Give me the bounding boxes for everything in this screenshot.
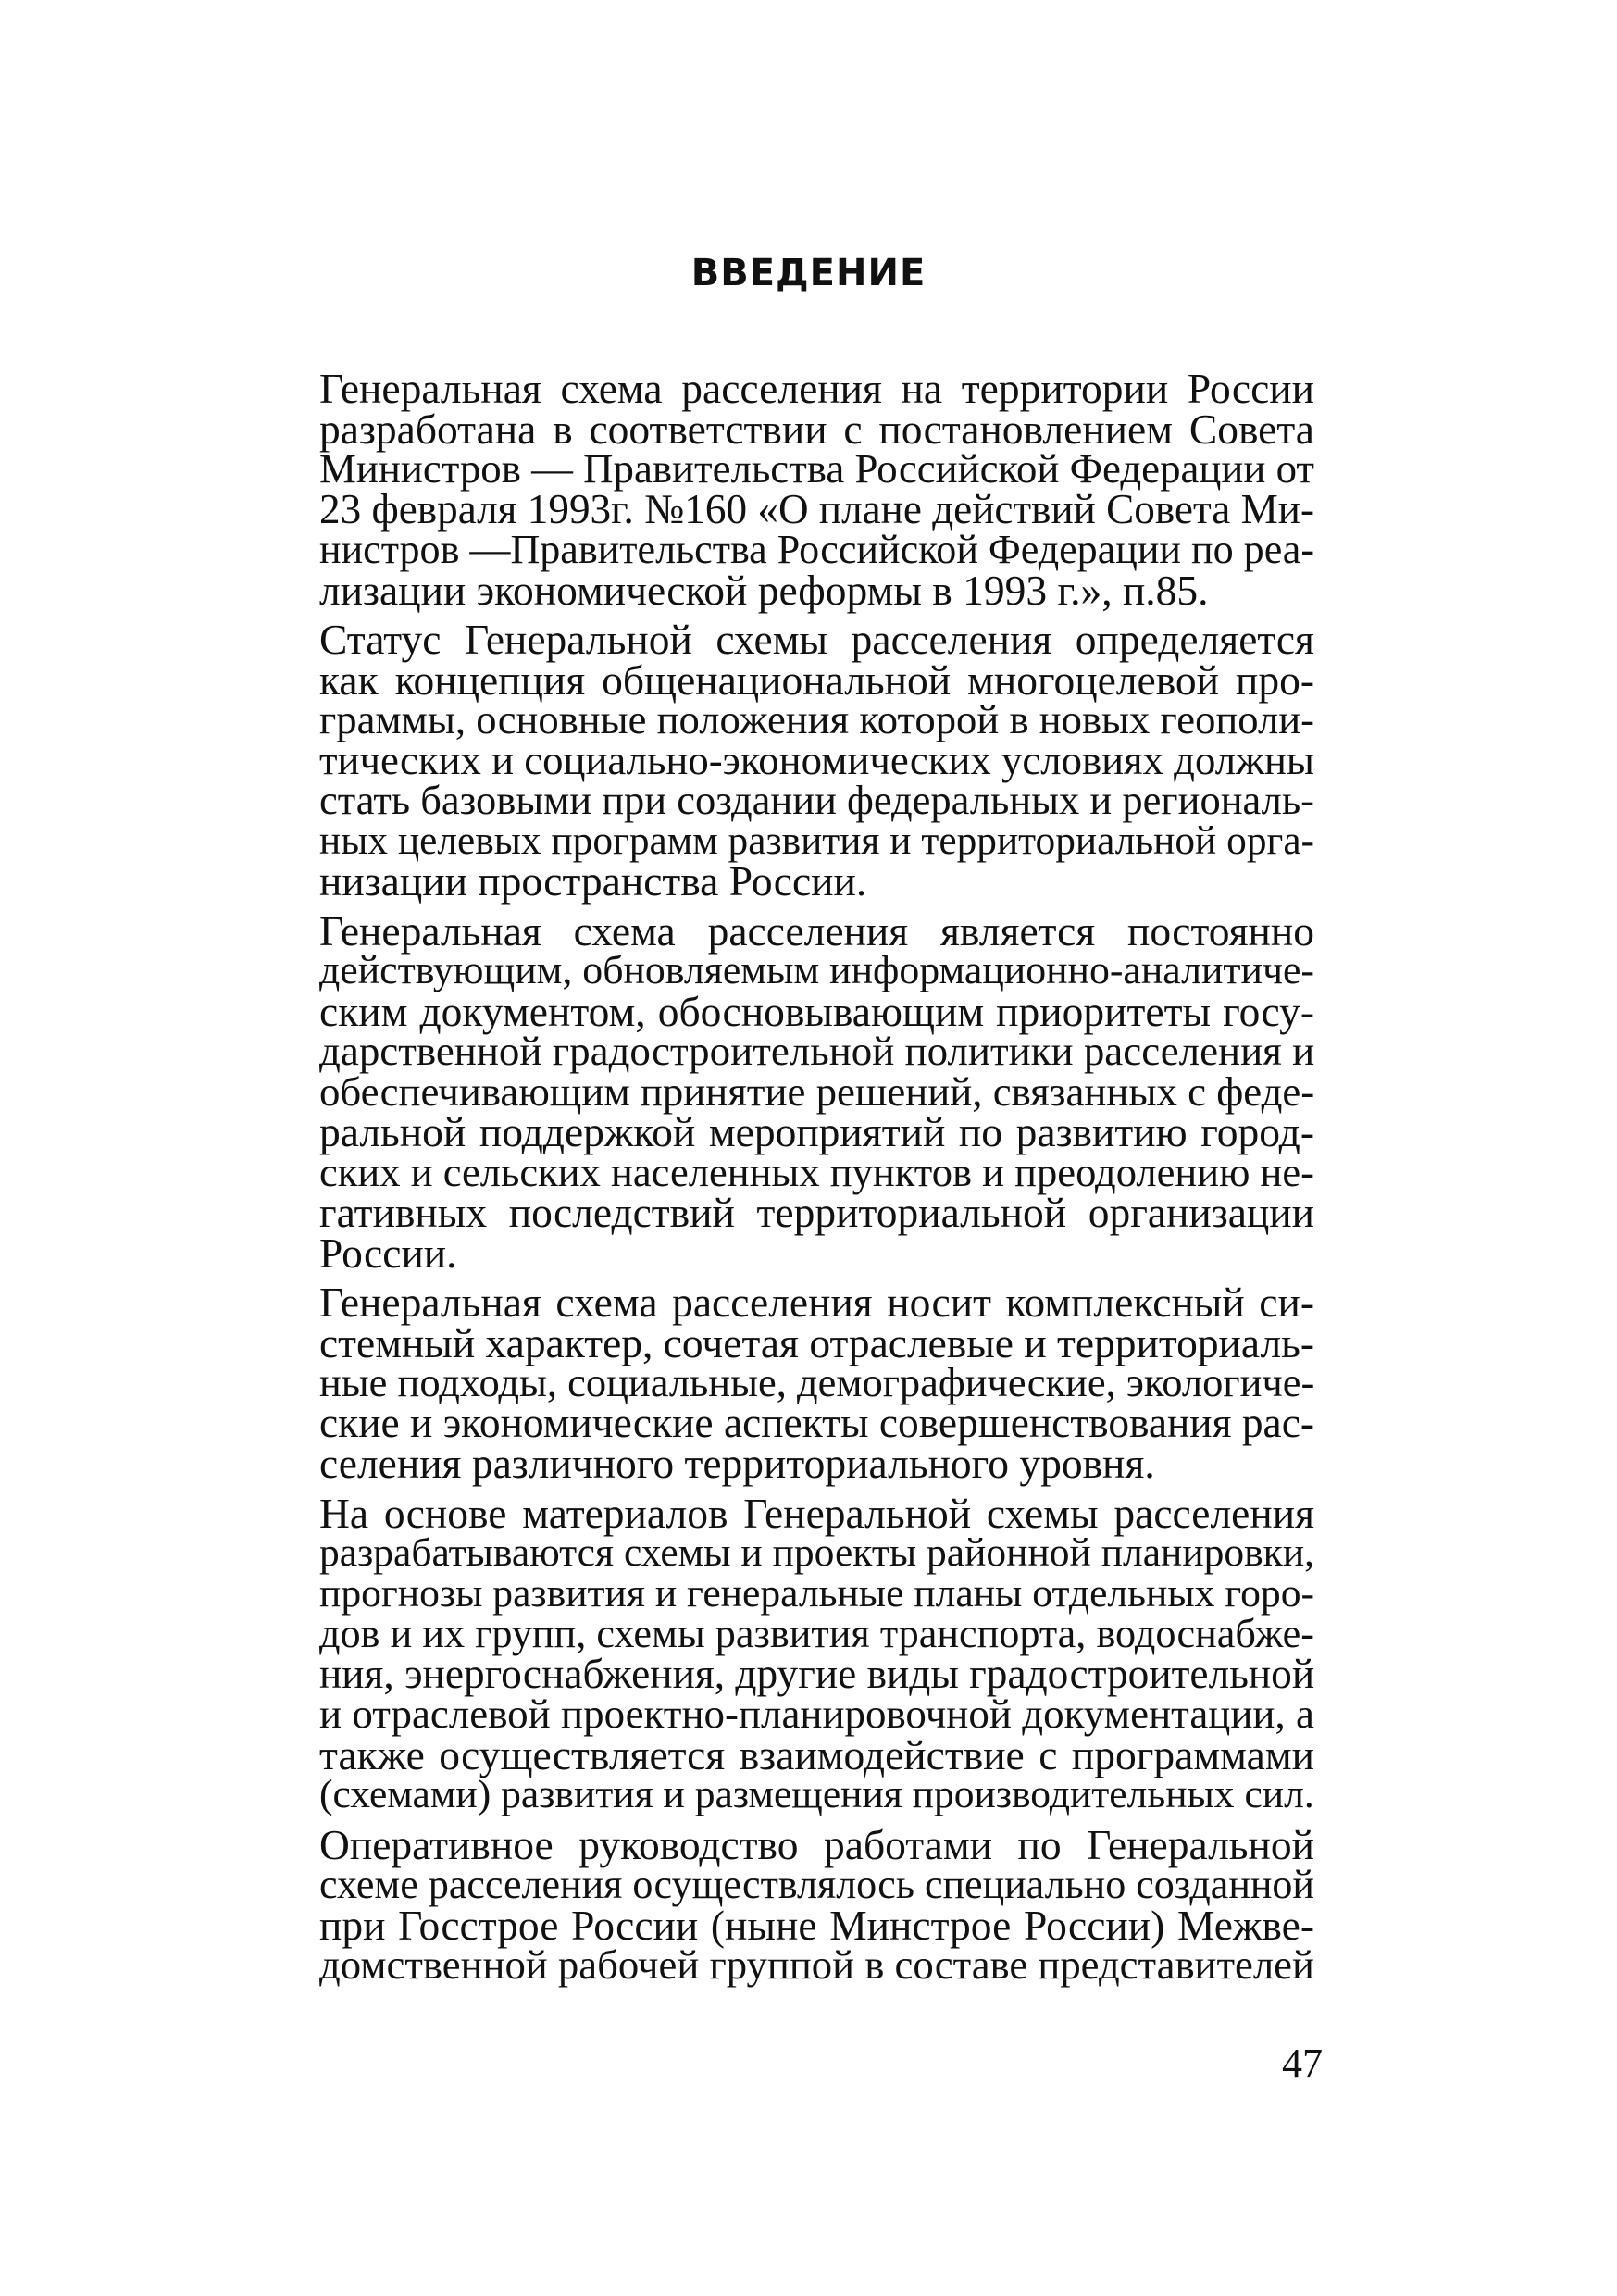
text-line: лизации экономической реформы в 1993 г.», п.85. xyxy=(319,566,1209,614)
paragraph xyxy=(319,906,1315,1277)
text-line: ных целевых программ развития и территориальной орга- xyxy=(319,817,1314,863)
text-line: прогнозы развития и генеральные планы отдельных горо- xyxy=(319,1570,1314,1616)
text-line: Оперативное руководство работами по Генеральной xyxy=(319,1820,1314,1868)
text-line: тических и социально-экономических условиях должны xyxy=(319,736,1314,783)
page-number: 47 xyxy=(1282,2040,1323,2086)
paragraph xyxy=(319,1820,1314,1988)
body-text xyxy=(319,365,1315,1995)
text-line: Статус Генеральной схемы расселения определяется xyxy=(319,616,1314,663)
text-line: стемный характер, сочетая отраслевые и территориаль- xyxy=(319,1318,1315,1366)
text-line: России. xyxy=(319,1229,457,1277)
text-line: разработана в соответствии с постановлением Совета xyxy=(319,405,1314,453)
text-line: ральной поддержкой мероприятий по развитию город- xyxy=(319,1108,1314,1155)
text-line: домственной рабочей группой в составе представителей xyxy=(319,1941,1314,1988)
text-line: На основе материалов Генеральной схемы расселения xyxy=(319,1489,1314,1537)
text-line: дов и их групп, схемы развития транспорта, водоснабже- xyxy=(319,1611,1314,1656)
text-line: (схемами) развития и размещения производительных сил. xyxy=(319,1772,1314,1816)
page-title: ВВЕДЕНИЕ xyxy=(690,252,927,294)
text-line: селения различного территориального уровня. xyxy=(319,1440,1155,1487)
text-line: схеме расселения осуществлялось специально созданной xyxy=(319,1862,1314,1907)
text-line: Министров — Правительства Российской Федерации от xyxy=(319,445,1314,492)
text-line: при Госстрое России (ныне Минстрое России) Межве- xyxy=(319,1901,1314,1949)
text-line: действующим, обновляемым информационно-аналитиче- xyxy=(319,948,1314,992)
text-line: также осуществляется взаимодействие с программами xyxy=(319,1730,1314,1778)
paragraph xyxy=(319,1279,1315,1487)
text-line: дарственной градостроительной политики расселения и xyxy=(319,1028,1315,1074)
text-line: гативных последствий территориальной организации xyxy=(319,1189,1314,1236)
text-line: ским документом, обосновывающим приоритеты госу- xyxy=(319,987,1314,1035)
text-line: ния, энергоснабжения, другие виды градостроительной xyxy=(319,1650,1315,1697)
text-line: Генеральная схема расселения носит комплексный си- xyxy=(319,1279,1314,1326)
text-line: ные подходы, социальные, демографические, экологиче- xyxy=(319,1359,1315,1405)
text-line: 23 февраля 1993г. №160 «О плане действий Совета Ми- xyxy=(319,485,1314,532)
text-line: граммы, основные положения которой в новых геополи- xyxy=(319,696,1314,742)
text-line: и отраслевой проектно-планировочной документации, а xyxy=(319,1691,1314,1737)
text-line: Генеральная схема расселения является постоянно xyxy=(319,906,1314,955)
paragraph xyxy=(319,1489,1315,1816)
text-line: обеспечивающим принятие решений, связанных с феде- xyxy=(319,1067,1315,1115)
text-line: низации пространства России. xyxy=(319,857,867,905)
text-line: ских и сельских населенных пунктов и преодолению не- xyxy=(319,1148,1314,1195)
text-line: стать базовыми при создании федеральных и региональ- xyxy=(319,777,1314,823)
text-line: нистров —Правительства Российской Федерации по реа- xyxy=(319,527,1315,572)
text-line: разрабатываются схемы и проекты районной планировки, xyxy=(319,1530,1314,1575)
text-line: как концепция общенациональной многоцелевой про- xyxy=(319,655,1314,704)
text-line: ские и экономические аспекты совершенствования рас- xyxy=(319,1399,1314,1446)
paragraph xyxy=(319,616,1314,905)
text-line: Генеральная схема расселения на территории России xyxy=(319,365,1314,412)
paragraph xyxy=(319,365,1315,614)
